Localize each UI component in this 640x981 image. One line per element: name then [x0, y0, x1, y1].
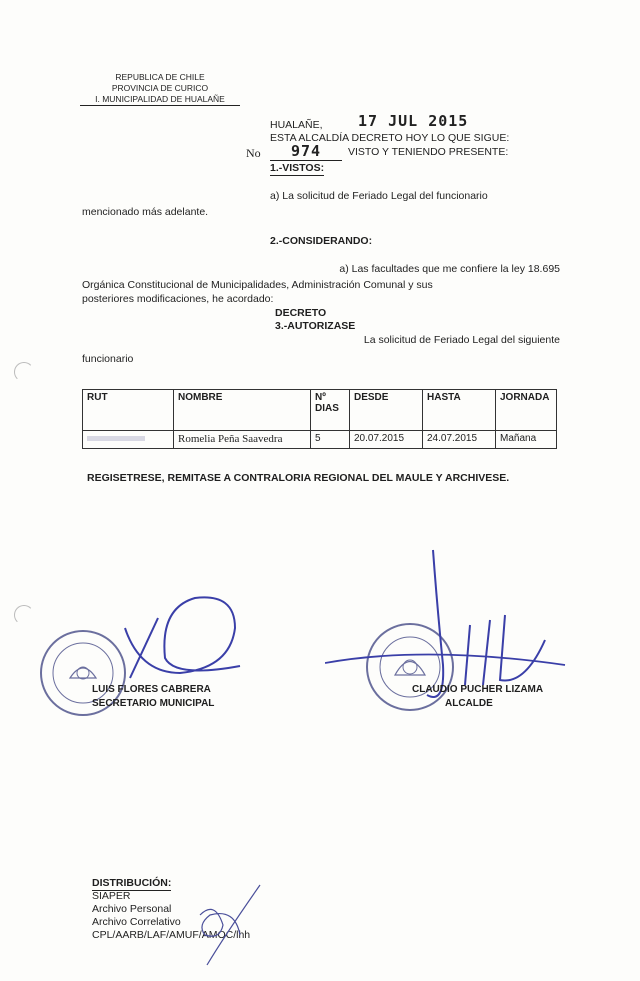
visto-line: VISTO Y TENIENDO PRESENTE:: [348, 146, 509, 158]
distribucion-heading: DISTRIBUCIÓN:: [92, 877, 172, 889]
cell-desde: 20.07.2015: [350, 431, 423, 449]
vistos-heading: 1.-VISTOS:: [270, 162, 325, 174]
signer-left-title: SECRETARIO MUNICIPAL: [92, 698, 215, 709]
distribucion-item-3: Archivo Correlativo: [92, 916, 181, 928]
letterhead-line-2: PROVINCIA DE CURICO: [111, 83, 209, 93]
signer-right-title: ALCALDE: [445, 698, 493, 709]
col-header-hasta: HASTA: [423, 390, 496, 431]
cell-hasta: 24.07.2015: [423, 431, 496, 449]
considerando-a-line-1: a) Las facultades que me confiere la ley 18.695: [339, 263, 560, 275]
col-header-dias: Nº DIAS: [311, 390, 350, 431]
letterhead: [80, 72, 240, 106]
leave-table: [82, 389, 557, 449]
redacted-rut-icon: [87, 433, 147, 443]
autorizase-line-1: La solicitud de Feriado Legal del siguiente: [363, 334, 560, 346]
considerando-heading: 2.-CONSIDERANDO:: [270, 235, 373, 247]
date-stamp: 17 JUL 2015: [358, 112, 469, 130]
col-header-desde: DESDE: [350, 390, 423, 431]
signer-left-name: LUIS FLORES CABRERA: [92, 684, 211, 695]
initials-mark-icon: [195, 880, 265, 970]
place-label: HUALAÑE,: [270, 119, 323, 131]
decree-line: ESTA ALCALDÍA DECRETO HOY LO QUE SIGUE:: [270, 132, 510, 144]
signer-right-name: CLAUDIO PUCHER LIZAMA: [412, 684, 544, 695]
decreto-heading: DECRETO: [275, 307, 327, 319]
distribucion-item-4: CPL/AARB/LAF/AMUF/AMOC/lhh: [92, 929, 251, 941]
vistos-a-line-1: a) La solicitud de Feriado Legal del funcionario: [270, 190, 488, 202]
punch-hole-icon: [14, 605, 34, 625]
table-row: [83, 431, 557, 449]
cell-jornada: Mañana: [496, 431, 557, 449]
cell-rut: [83, 431, 174, 449]
signature-left-icon: [120, 588, 250, 698]
considerando-a-line-2: Orgánica Constitucional de Municipalidades, Administración Comunal y sus: [82, 279, 433, 291]
considerando-a-line-3: posteriores modificaciones, he acordado:: [82, 293, 274, 305]
punch-hole-icon: [14, 362, 34, 382]
distribucion-item-1: SIAPER: [92, 890, 131, 902]
letterhead-line-3: I. MUNICIPALIDAD DE HUALAÑE: [80, 94, 240, 106]
letterhead-line-1: REPUBLICA DE CHILE: [115, 72, 205, 82]
col-header-nombre: NOMBRE: [174, 390, 311, 431]
decree-number: 974: [270, 142, 342, 161]
table-header-row: [83, 390, 557, 431]
autorizase-heading: 3.-AUTORIZASE: [275, 320, 356, 332]
col-header-rut: RUT: [83, 390, 174, 431]
cell-dias: 5: [311, 431, 350, 449]
vistos-a-line-2: mencionado más adelante.: [82, 206, 209, 218]
autorizase-line-2: funcionario: [82, 353, 134, 365]
col-header-jornada: JORNADA: [496, 390, 557, 431]
distribucion-item-2: Archivo Personal: [92, 903, 172, 915]
closing-line: REGISETRESE, REMITASE A CONTRALORIA REGIONAL DEL MAULE Y ARCHIVESE.: [87, 472, 510, 484]
cell-nombre: Romelia Peña Saavedra: [174, 431, 311, 449]
number-prefix: No: [246, 146, 261, 160]
